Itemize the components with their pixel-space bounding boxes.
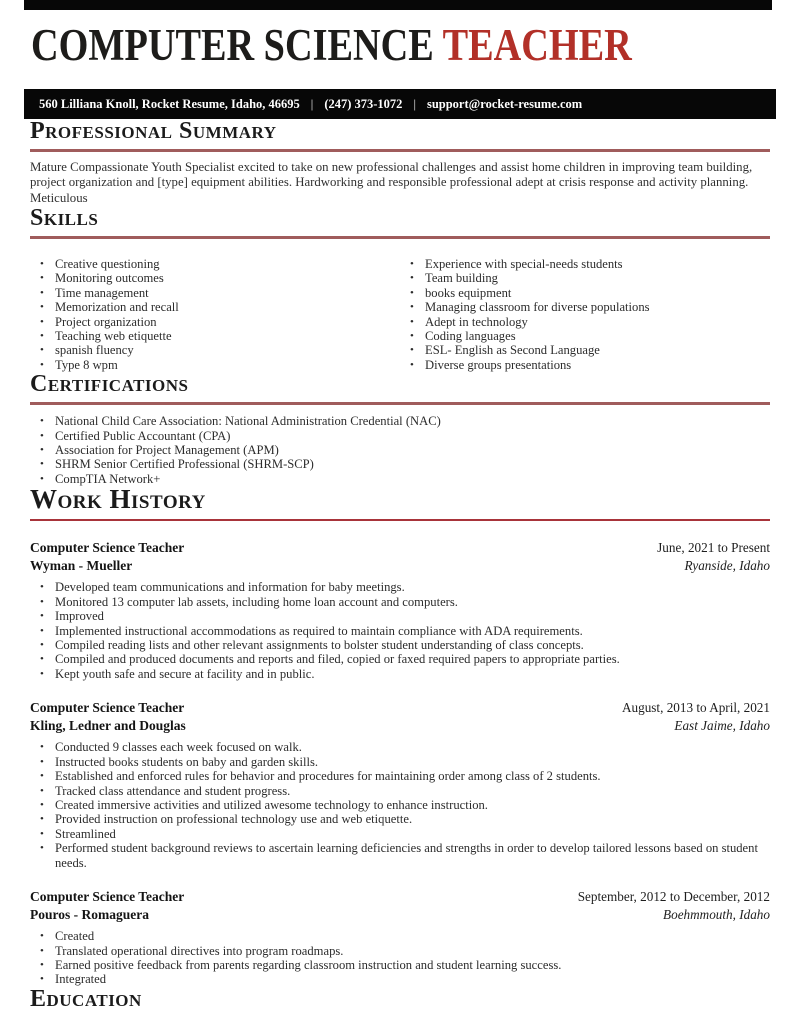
bullet-text: Team building [425,271,498,286]
bullet-item [40,257,400,271]
bullet-text: Time management [55,285,149,300]
contact-email: support@rocket-resume.com [426,96,583,111]
bullet-icon: • [40,472,44,485]
bullet-item [40,358,400,372]
bullet-icon: • [40,827,44,840]
bullet-text: books equipment [425,285,512,300]
bullet-icon: • [40,653,44,666]
bullet-text: Project organization [55,314,157,329]
job-company: Kling, Ledner and Douglas [30,717,186,733]
bullet-item [40,315,400,329]
bullet-item [40,595,770,609]
bullet-icon: • [40,741,44,754]
bullet-icon: • [40,458,44,471]
job-bullet-list [30,740,770,870]
job-subheader-row [30,906,770,924]
bullet-item [410,257,770,271]
bullet-item [40,624,770,638]
resume-title [31,20,685,70]
bullet-item [40,827,770,841]
bullet-text: National Child Care Association: National Administration Credential (NAC) [55,414,441,429]
bullet-text: Created [55,929,95,944]
skills-list-right [400,257,770,372]
bullet-icon: • [40,415,44,428]
bullet-text: Conducted 9 classes each week focused on walk. [55,740,302,755]
bullet-item [40,812,770,826]
bullet-icon: • [410,358,414,371]
job-title: Computer Science Teacher [30,540,185,556]
job-bullet-list [30,929,770,987]
job-header-row [30,539,770,557]
bullet-item [40,667,770,681]
bullet-item [40,580,770,594]
bullet-item [40,443,770,457]
bullet-icon: • [40,329,44,342]
bullet-icon: • [40,667,44,680]
bullet-item [410,271,770,285]
bullet-text: Association for Project Management (APM) [55,442,279,457]
bullet-item [40,638,770,652]
bullet-item [40,944,770,958]
bullet-item [40,798,770,812]
section-heading-certifications: Certifications [30,371,189,398]
job-title: Computer Science Teacher [30,889,185,905]
bullet-icon: • [40,344,44,357]
job-dates: June, 2021 to Present [657,540,770,556]
bullet-item [40,271,400,285]
bullet-text: CompTIA Network+ [55,471,161,486]
bullet-text: Adept in technology [425,314,528,329]
bullet-item [410,358,770,372]
section-rule-work-history [30,519,770,521]
bullet-item [40,958,770,972]
bullet-text: Type 8 wpm [55,357,118,372]
bullet-item [40,784,770,798]
bullet-text: SHRM Senior Certified Professional (SHRM-SCP) [55,457,314,472]
bullet-item [410,286,770,300]
skills-list-left [30,257,400,372]
bullet-icon: • [410,344,414,357]
bullet-text: Integrated [55,972,107,987]
skills-columns [30,248,770,372]
bullet-icon: • [40,944,44,957]
bullet-icon: • [40,581,44,594]
section-rule [30,402,770,405]
bullet-item [40,329,400,343]
bullet-text: Performed student background reviews to ascertain learning deficiencies and strengths in order to develop tailored lessons based on student needs. [55,841,758,870]
bullet-item [40,286,400,300]
section-rule [30,236,770,239]
bullet-text: Tracked class attendance and student progress. [55,783,291,798]
bullet-item [40,972,770,986]
bullet-icon: • [40,799,44,812]
bullet-icon: • [410,301,414,314]
job-location: East Jaime, Idaho [674,717,770,733]
job-location: Ryanside, Idaho [684,557,770,573]
bullet-icon: • [40,842,44,855]
bullet-item [40,429,770,443]
bullet-icon: • [410,315,414,328]
bullet-text: Instructed books students on baby and garden skills. [55,754,319,769]
bullet-text: Coding languages [425,328,516,343]
bullet-icon: • [40,443,44,456]
bullet-text: Teaching web etiquette [55,328,172,343]
bullet-text: ESL- English as Second Language [425,343,600,358]
job-entry [30,699,770,870]
section-heading-work-history: Work History [30,484,206,515]
certifications-list [30,414,770,486]
bullet-icon: • [40,813,44,826]
bullet-text: spanish fluency [55,343,134,358]
bullet-icon: • [40,257,44,270]
contact-phone: (247) 373-1072 [324,96,403,111]
bullet-text: Improved [55,609,104,624]
job-header-row [30,888,770,906]
bullet-text: Experience with special-needs students [425,256,623,271]
job-location: Boehmmouth, Idaho [663,906,770,922]
section-rule [30,149,770,152]
bullet-text: Certified Public Accountant (CPA) [55,428,231,443]
bullet-item [410,300,770,314]
job-company: Wyman - Mueller [30,557,133,573]
bullet-icon: • [40,959,44,972]
bullet-item [40,457,770,471]
job-company: Pouros - Romaguera [30,906,149,922]
bullet-text: Monitored 13 computer lab assets, including home loan account and computers. [55,594,458,609]
job-bullet-list [30,580,770,681]
bullet-icon: • [410,286,414,299]
bullet-text: Compiled and produced documents and reports and filed, copied or faxed required papers to appropriate parties. [55,652,620,667]
bullet-item [40,841,770,870]
bullet-item [40,609,770,623]
contact-bar [24,89,776,119]
resume-title-primary: COMPUTER SCIENCE [31,20,434,70]
job-header-row [30,699,770,717]
job-title: Computer Science Teacher [30,700,185,716]
bullet-item [410,329,770,343]
skills-column-right [400,248,770,372]
bullet-text: Managing classroom for diverse populations [425,300,650,315]
bullet-text: Implemented instructional accommodations as required to maintain compliance with ADA requirements. [55,623,583,638]
bullet-icon: • [40,755,44,768]
job-entry [30,888,770,987]
bullet-icon: • [40,286,44,299]
bullet-icon: • [40,429,44,442]
professional-summary-text: Mature Compassionate Youth Specialist excited to take on new professional challenges and assist home children in improving team building, project organization and [type] equipment abilities. Hardworking and responsible professional adept at crisis response and activity planning. Meticulous [30,160,753,205]
job-entry [30,539,770,681]
job-subheader-row [30,717,770,735]
resume-title-accent: TEACHER [442,20,632,70]
bullet-text: Diverse groups presentations [425,357,572,372]
bullet-icon: • [40,930,44,943]
bullet-text: Earned positive feedback from parents regarding classroom instruction and student learning success. [55,958,562,973]
bullet-icon: • [40,315,44,328]
section-heading-education: Education [30,985,142,1012]
bullet-item [40,929,770,943]
contact-separator: | [413,96,416,111]
section-heading-skills: Skills [30,204,99,231]
bullet-item [40,755,770,769]
bullet-text: Provided instruction on professional technology use and web etiquette. [55,812,413,827]
bullet-text: Compiled reading lists and other relevant assignments to bolster student understanding of class concepts. [55,637,584,652]
bullet-item [40,414,770,428]
bullet-icon: • [410,272,414,285]
bullet-item [40,652,770,666]
bullet-icon: • [410,257,414,270]
bullet-icon: • [40,595,44,608]
bullet-text: Creative questioning [55,256,160,271]
bullet-text: Memorization and recall [55,300,179,315]
bullet-text: Created immersive activities and utilized awesome technology to enhance instruction. [55,798,488,813]
contact-separator: | [310,96,314,111]
section-heading-professional-summary: Professional Summary [30,118,277,144]
bullet-icon: • [40,610,44,623]
resume-body [0,119,800,1011]
bullet-icon: • [40,770,44,783]
job-dates: August, 2013 to April, 2021 [622,700,770,716]
bullet-item [40,740,770,754]
bullet-text: Monitoring outcomes [55,271,164,286]
bullet-item [40,300,400,314]
bullet-icon: • [40,301,44,314]
bullet-item [40,343,400,357]
bullet-item [40,769,770,783]
bullet-icon: • [40,624,44,637]
bullet-icon: • [40,784,44,797]
bullet-icon: • [40,973,44,986]
bullet-text: Developed team communications and information for baby meetings. [55,580,405,595]
contact-address: 560 Lilliana Knoll, Rocket Resume, Idaho, 46695 [39,96,300,111]
bullet-text: Established and enforced rules for behavior and procedures for maintaining order among class of 2 students. [55,769,601,784]
bullet-icon: • [40,638,44,651]
bullet-text: Streamlined [55,826,116,841]
top-black-band [24,0,772,10]
job-dates: September, 2012 to December, 2012 [577,889,770,905]
job-subheader-row [30,557,770,575]
bullet-item [410,343,770,357]
bullet-icon: • [40,272,44,285]
skills-column-left [30,248,400,372]
bullet-icon: • [40,358,44,371]
bullet-text: Translated operational directives into program roadmaps. [55,943,344,958]
bullet-text: Kept youth safe and secure at facility and in public. [55,666,315,681]
bullet-icon: • [410,329,414,342]
bullet-item [410,315,770,329]
